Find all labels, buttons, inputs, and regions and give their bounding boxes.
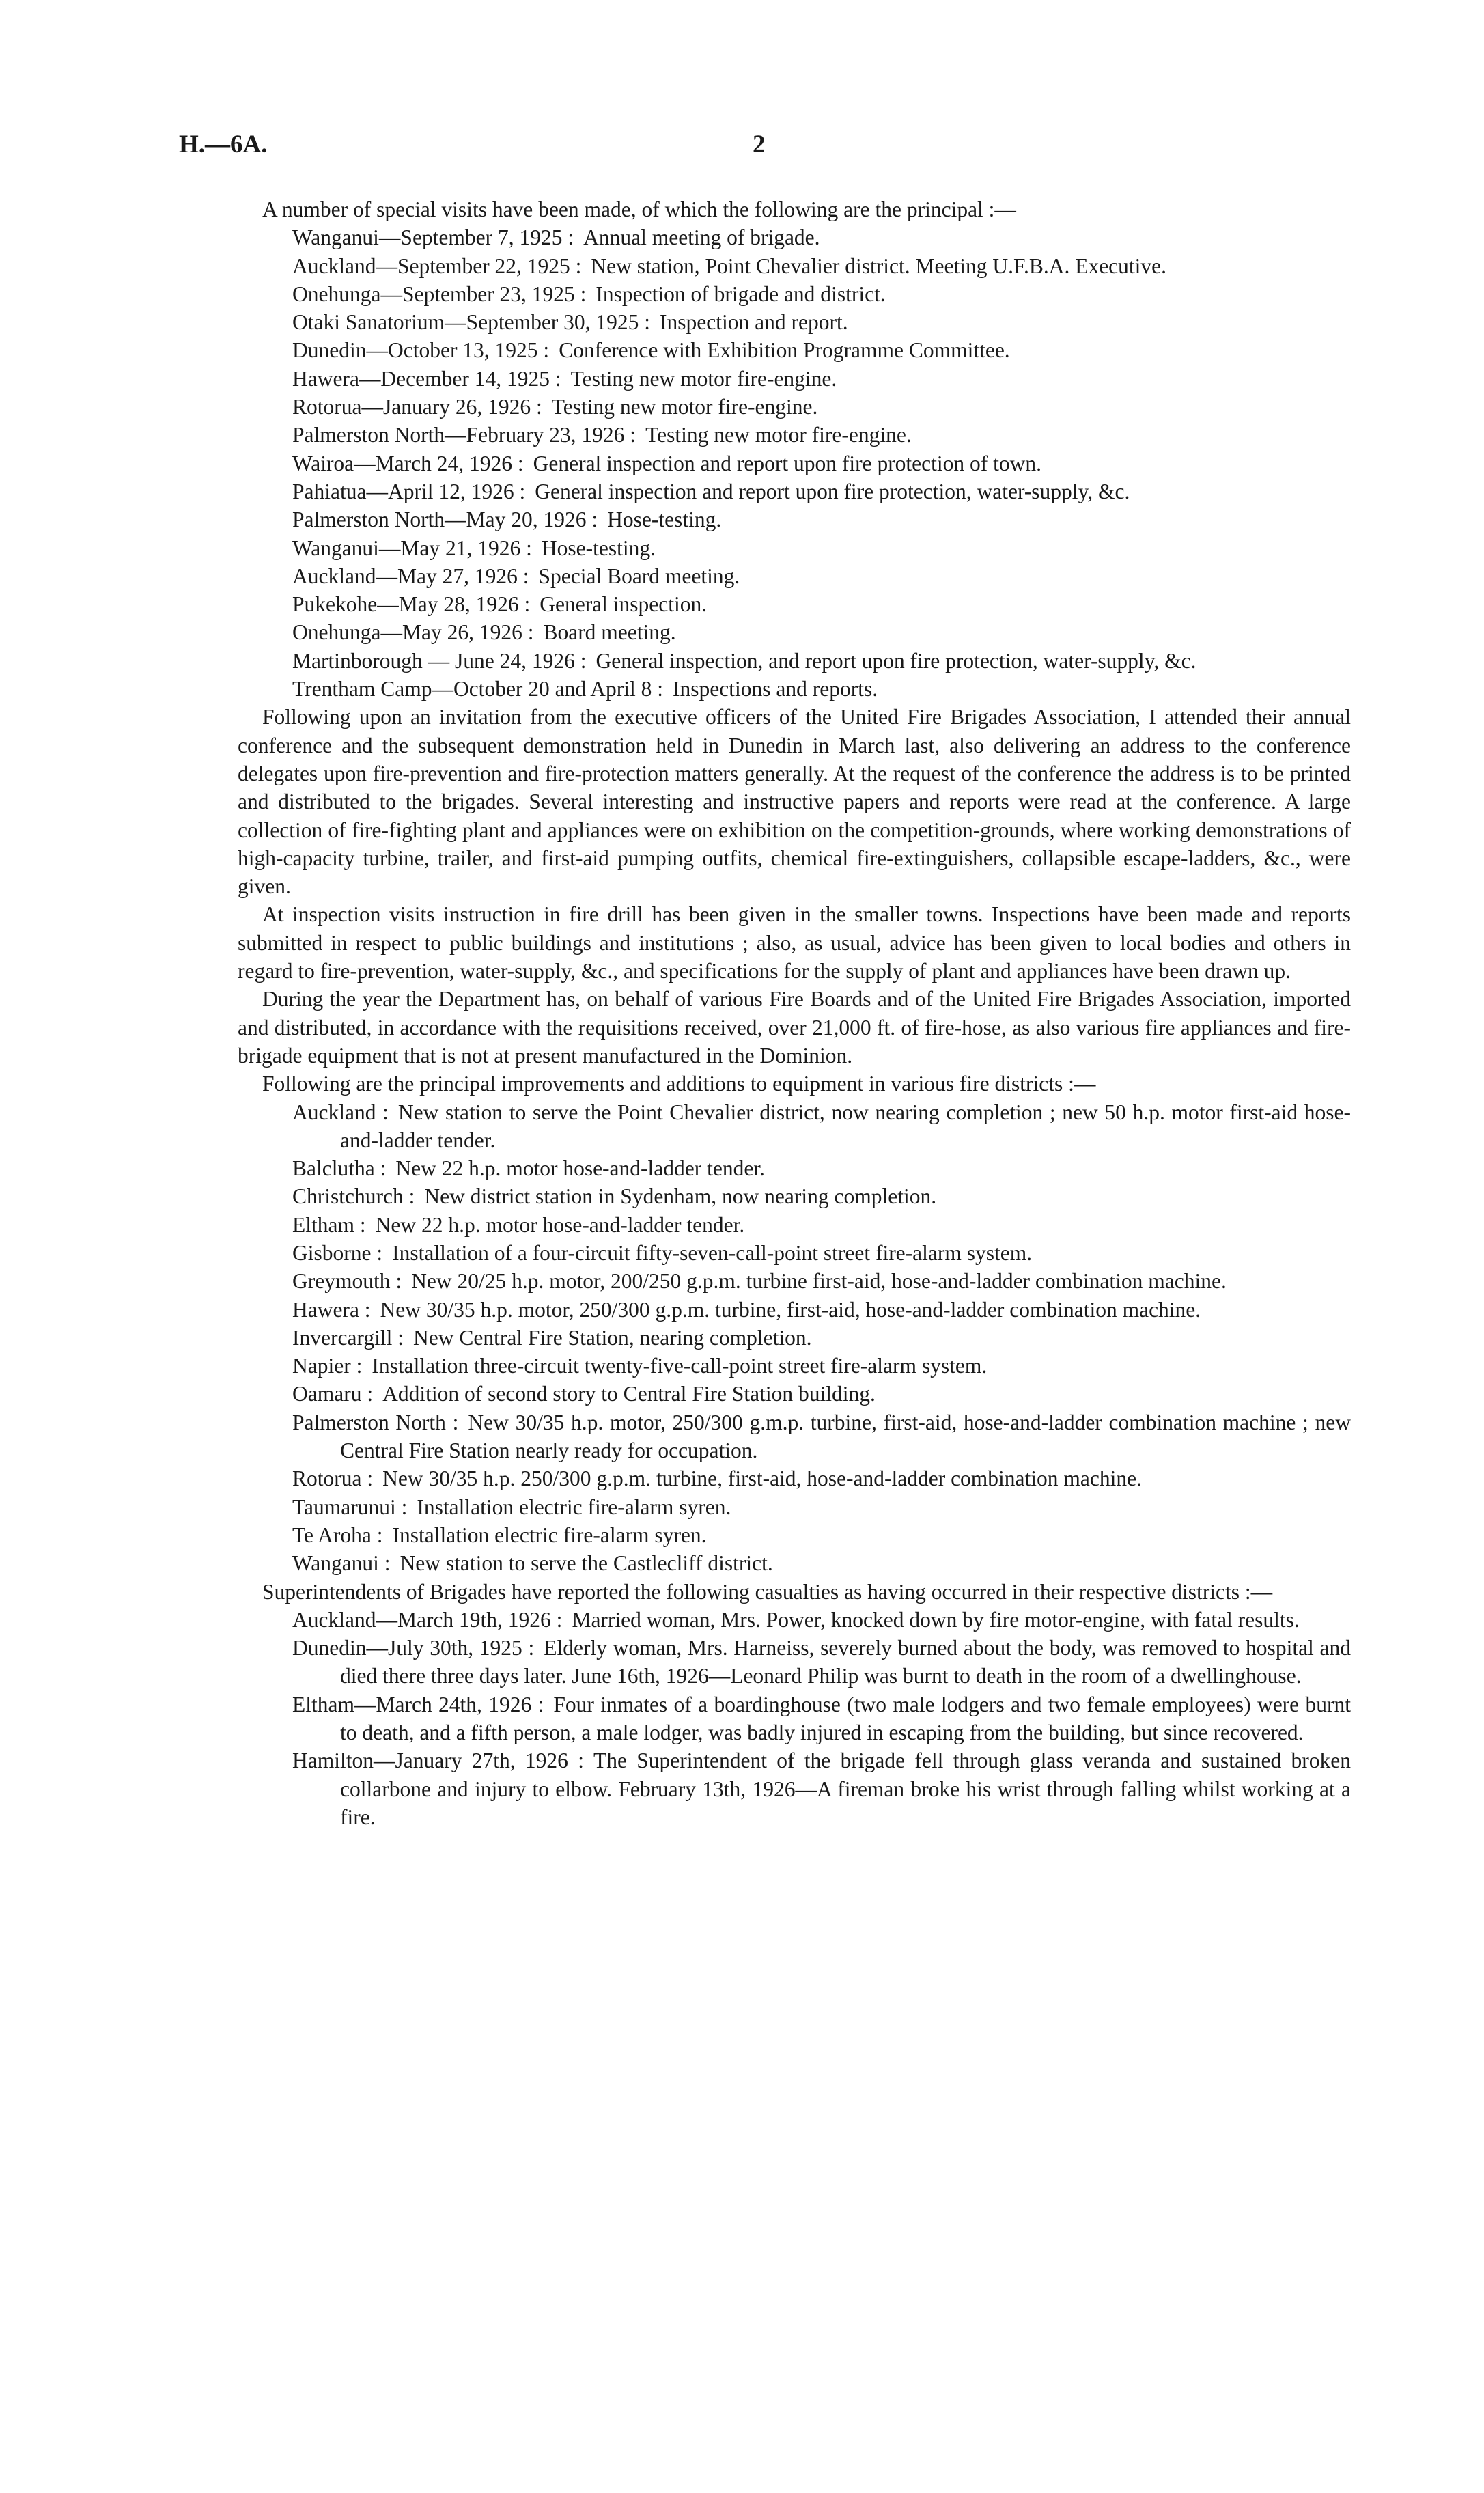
improvement-item: [292, 1521, 1351, 1549]
visit-place: Trentham Camp—October 20 and April 8 :: [292, 677, 664, 701]
visit-text: Hose-testing.: [541, 535, 656, 560]
improvement-item: [292, 1296, 1351, 1324]
visit-place: Palmerston North—February 23, 1926 :: [292, 423, 636, 447]
improvements-list: [238, 1098, 1351, 1578]
visit-item: [292, 280, 1351, 308]
page-content: [238, 195, 1351, 1831]
improvement-text: Installation of a four-circuit fifty-seven-call-point street fire-alarm system.: [392, 1240, 1033, 1265]
visit-place: Pukekohe—May 28, 1926 :: [292, 592, 531, 617]
visits-list: [238, 223, 1351, 703]
casualty-item: [292, 1690, 1351, 1747]
improvement-text: Installation electric fire-alarm syren.: [417, 1494, 731, 1519]
visit-place: Pahiatua—April 12, 1926 :: [292, 479, 526, 503]
paragraph-imports: During the year the Department has, on behalf of various Fire Boards and of the United Fire Brigades Association, imported and distributed, in accordance with the requisitions received, over 21,000 ft. of fire-hose, as also various fire appliances and fire-brigade equipment that is not at present manufactured in the Dominion.: [238, 987, 1351, 1068]
visit-item: [292, 562, 1351, 590]
improvement-text: New 22 h.p. motor hose-and-ladder tender.: [395, 1156, 765, 1181]
visit-text: Board meeting.: [543, 620, 676, 645]
casualty-place: Auckland—March 19th, 1926 :: [292, 1607, 563, 1632]
visit-item: [292, 449, 1351, 477]
improvement-text: New station to serve the Point Chevalier district, now nearing completion ; new 50 h.p. motor first-aid hose-and-ladder tender.: [340, 1100, 1352, 1152]
casualty-text: Elderly woman, Mrs. Harneiss, severely burned about the body, was removed to hospital and died there three days later. June 16th, 1926—Leonard Philip was burnt to death in the room of a dwellinghouse.: [340, 1636, 1351, 1688]
improvement-place: Napier :: [292, 1354, 363, 1378]
visit-item: [292, 223, 1351, 251]
visit-text: General inspection, and report upon fire protection, water-supply, &c.: [596, 648, 1196, 673]
visit-text: Inspections and reports.: [673, 677, 878, 701]
improvement-place: Rotorua :: [292, 1466, 374, 1491]
visit-text: Testing new motor fire-engine.: [551, 395, 818, 419]
visit-place: Auckland—May 27, 1926 :: [292, 563, 529, 588]
improvement-place: Taumarunui :: [292, 1494, 408, 1519]
improvement-item: [292, 1549, 1351, 1577]
visit-place: Palmerston North—May 20, 1926 :: [292, 507, 598, 532]
improvement-text: New 30/35 h.p. 250/300 g.p.m. turbine, first-aid, hose-and-ladder combination machine.: [382, 1466, 1142, 1491]
improvement-item: [292, 1324, 1351, 1352]
visit-item: [292, 336, 1351, 364]
improvement-place: Wanganui :: [292, 1551, 391, 1576]
casualties-list: [238, 1606, 1351, 1831]
improvement-text: New 22 h.p. motor hose-and-ladder tender.: [375, 1212, 745, 1237]
improvement-item: [292, 1408, 1351, 1465]
paragraph-conference: Following upon an invitation from the executive officers of the United Fire Brigades Association, I attended their annual conference and the subsequent demonstration held in Dunedin in March last, also delivering an address to the conference delegates upon fire-prevention and fire-protection matters generally. At the request of the conference the address is to be printed and distributed to the brigades. Several interesting and instructive papers and reports were read at the conference. A large collection of fire-fighting plant and appliances were on exhibition on the competition-grounds, where working demonstrations of high-capacity turbine, trailer, and first-aid pumping outfits, chemical fire-extinguishers, collapsible escape-ladders, &c., were given.: [238, 705, 1351, 899]
visits-intro: A number of special visits have been made, of which the following are the principal :—: [262, 197, 1016, 221]
improvement-text: New 30/35 h.p. motor, 250/300 g.p.m. turbine, first-aid, hose-and-ladder combination machine.: [380, 1297, 1201, 1322]
improvement-item: [292, 1493, 1351, 1521]
visit-text: Inspection and report.: [660, 310, 848, 335]
visit-text: Inspection of brigade and district.: [596, 281, 886, 306]
casualty-place: Hamilton—January 27th, 1926 :: [292, 1749, 584, 1773]
improvement-text: New district station in Sydenham, now nearing completion.: [424, 1184, 937, 1209]
visit-item: [292, 308, 1351, 336]
improvement-place: Gisborne :: [292, 1240, 383, 1265]
visit-item: [292, 365, 1351, 393]
paragraph-inspections: At inspection visits instruction in fire drill has been given in the smaller towns. Inspections have been made and reports submitted in respect to public buildings and institutions ; also, as usual, advice has been given to local bodies and others in regard to fire-prevention, water-supply, &c., and specifications for the supply of plant and appliances have been drawn up.: [238, 902, 1351, 984]
visit-item: [292, 505, 1351, 533]
visit-text: General inspection.: [540, 592, 708, 617]
visit-text: Testing new motor fire-engine.: [570, 366, 837, 391]
improvement-place: Balclutha :: [292, 1156, 387, 1181]
improvements-intro: Following are the principal improvements and additions to equipment in various fire districts :—: [262, 1072, 1096, 1096]
visit-item: [292, 675, 1351, 703]
improvement-place: Oamaru :: [292, 1382, 374, 1406]
casualties-intro: Superintendents of Brigades have reported the following casualties as having occurred in their respective districts :—: [262, 1579, 1273, 1604]
casualty-item: [292, 1634, 1351, 1690]
visit-place: Martinborough — June 24, 1926 :: [292, 648, 587, 673]
improvement-item: [292, 1352, 1351, 1380]
page-number: 2: [753, 130, 766, 158]
visit-item: [292, 421, 1351, 449]
improvement-item: [292, 1464, 1351, 1492]
improvement-place: Greymouth :: [292, 1269, 402, 1294]
improvement-place: Auckland :: [292, 1100, 389, 1124]
improvement-item: [292, 1267, 1351, 1295]
visit-place: Wanganui—May 21, 1926 :: [292, 535, 532, 560]
improvement-item: [292, 1211, 1351, 1239]
visit-item: [292, 393, 1351, 421]
visit-text: New station, Point Chevalier district. Meeting U.F.B.A. Executive.: [591, 253, 1167, 278]
improvement-item: [292, 1380, 1351, 1408]
visit-place: Onehunga—September 23, 1925 :: [292, 281, 587, 306]
casualty-text: Four inmates of a boardinghouse (two male lodgers and two female employees) were burnt to death, and a fifth person, a male lodger, was badly injured in escaping from the building, but since recovered.: [340, 1692, 1351, 1745]
visit-item: [292, 618, 1351, 646]
page-header: [179, 130, 1340, 164]
visit-text: Testing new motor fire-engine.: [645, 423, 912, 447]
visit-item: [292, 252, 1351, 280]
casualty-place: Eltham—March 24th, 1926 :: [292, 1692, 544, 1716]
improvement-text: New Central Fire Station, nearing completion.: [412, 1325, 812, 1350]
visit-item: [292, 590, 1351, 618]
casualty-text: The Superintendent of the brigade fell through glass veranda and sustained broken collarbone and injury to elbow. February 13th, 1926—A fireman broke his wrist through falling whilst working at a fire.: [340, 1749, 1351, 1829]
improvement-text: New station to serve the Castlecliff district.: [400, 1551, 773, 1576]
improvement-item: [292, 1239, 1351, 1267]
visit-place: Auckland—September 22, 1925 :: [292, 253, 582, 278]
visit-place: Hawera—December 14, 1925 :: [292, 366, 561, 391]
document-id: H.—6A.: [179, 130, 268, 158]
visit-text: Hose-testing.: [607, 507, 722, 532]
visit-item: [292, 534, 1351, 562]
visit-text: Special Board meeting.: [538, 563, 740, 588]
improvement-place: Hawera :: [292, 1297, 371, 1322]
visit-text: Annual meeting of brigade.: [583, 225, 820, 250]
improvement-place: Invercargill :: [292, 1325, 404, 1350]
improvement-text: New 20/25 h.p. motor, 200/250 g.p.m. turbine first-aid, hose-and-ladder combination machine.: [411, 1269, 1227, 1294]
visit-text: General inspection and report upon fire protection of town.: [533, 451, 1042, 475]
improvement-place: Te Aroha :: [292, 1522, 383, 1547]
casualty-text: Married woman, Mrs. Power, knocked down by fire motor-engine, with fatal results.: [572, 1607, 1300, 1632]
visit-item: [292, 647, 1351, 675]
improvement-item: [292, 1098, 1351, 1155]
casualty-item: [292, 1606, 1351, 1634]
improvement-item: [292, 1182, 1351, 1210]
improvement-item: [292, 1154, 1351, 1182]
improvement-text: Addition of second story to Central Fire Station building.: [382, 1382, 876, 1406]
visit-place: Wairoa—March 24, 1926 :: [292, 451, 524, 475]
visit-place: Rotorua—January 26, 1926 :: [292, 395, 542, 419]
visit-text: Conference with Exhibition Programme Committee.: [559, 338, 1010, 363]
visit-place: Dunedin—October 13, 1925 :: [292, 338, 550, 363]
visit-place: Otaki Sanatorium—September 30, 1925 :: [292, 310, 651, 335]
casualty-item: [292, 1746, 1351, 1831]
casualty-place: Dunedin—July 30th, 1925 :: [292, 1636, 535, 1660]
visit-text: General inspection and report upon fire protection, water-supply, &c.: [535, 479, 1130, 503]
improvement-text: Installation three-circuit twenty-five-call-point street fire-alarm system.: [372, 1354, 988, 1378]
visit-place: Onehunga—May 26, 1926 :: [292, 620, 534, 645]
improvement-text: Installation electric fire-alarm syren.: [392, 1522, 707, 1547]
improvement-place: Palmerston North :: [292, 1410, 459, 1434]
improvement-text: New 30/35 h.p. motor, 250/300 g.m.p. turbine, first-aid, hose-and-ladder combination machine ; new Central Fire Station nearly ready for occupation.: [340, 1410, 1351, 1463]
improvement-place: Eltham :: [292, 1212, 366, 1237]
visit-place: Wanganui—September 7, 1925 :: [292, 225, 574, 250]
improvement-place: Christchurch :: [292, 1184, 415, 1209]
visit-item: [292, 477, 1351, 505]
